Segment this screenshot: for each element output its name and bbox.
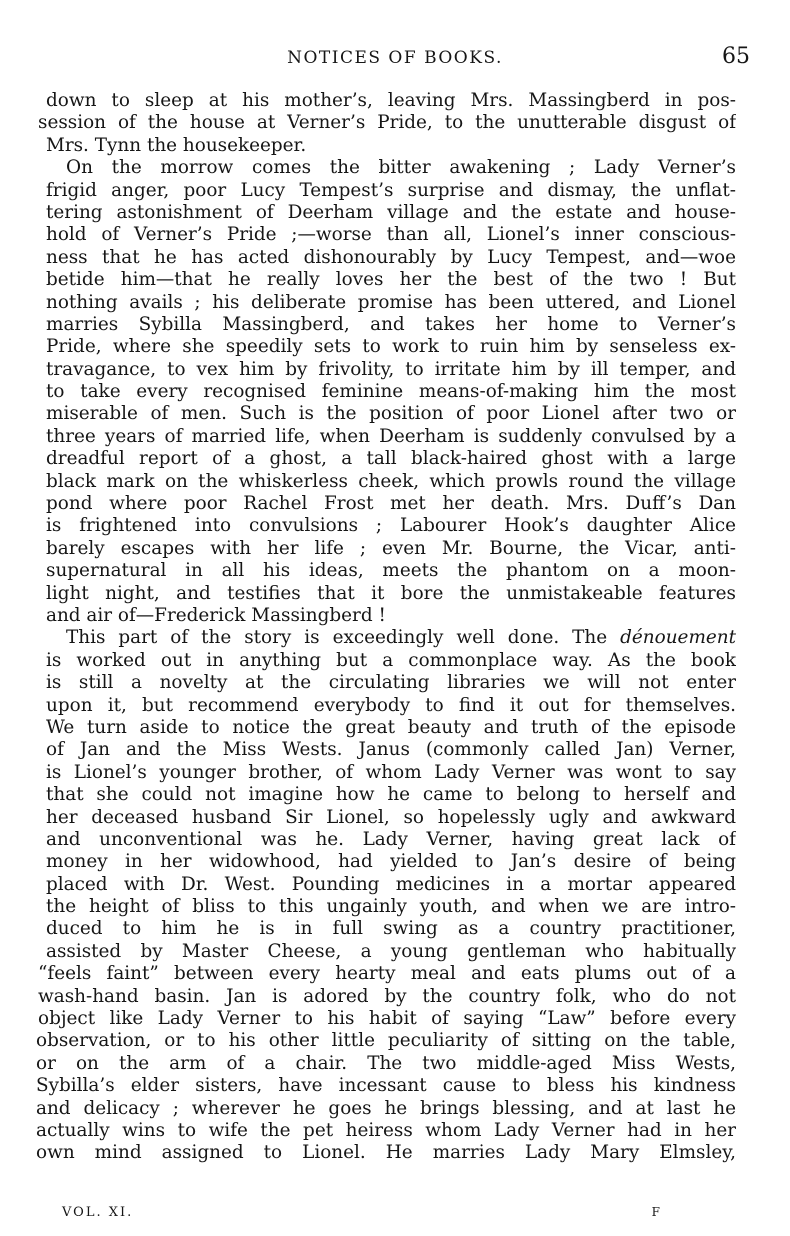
gathering-letter: F [651, 1205, 662, 1219]
running-title: NOTICES OF BOOKS. [287, 48, 503, 68]
text-line: and air of—Frederick Massingberd ! [46, 604, 386, 626]
text-line: actually wins to wife the pet heiress whom Lady Verner had in her [36, 1119, 736, 1141]
text-line: wash-hand basin. Jan is adored by the country folk, who do not [38, 985, 736, 1007]
text-line: her deceased husband Sir Lionel, so hopelessly ugly and awkward [46, 806, 736, 828]
text-line: assisted by Master Cheese, a young gentleman who habitually [46, 940, 736, 962]
text-line: money in her widowhood, had yielded to Jan’s desire of being [46, 851, 736, 873]
text-line: supernatural in all his ideas, meets the phantom on a moon- [46, 560, 736, 582]
text-line: the height of bliss to this ungainly youth, and when we are intro- [46, 896, 736, 918]
text-line: is frightened into convulsions ; Labourer Hook’s daughter Alice [46, 515, 736, 537]
text-line: own mind assigned to Lionel. He marries Lady Mary Elmsley, [36, 1142, 736, 1164]
text-line: We turn aside to notice the great beauty and truth of the episode [46, 716, 736, 738]
text-line: ness that he has acted dishonourably by Lucy Tempest, and—woe [46, 246, 736, 268]
text-line: or on the arm of a chair. The two middle-aged Miss Wests, [36, 1052, 736, 1074]
text-line: that she could not imagine how he came to belong to herself and [46, 784, 736, 806]
text-line: Mrs. Tynn the housekeeper. [46, 134, 307, 156]
text-line: black mark on the whiskerless cheek, which prowls round the village [46, 470, 736, 492]
text-line: Sybilla’s elder sisters, have incessant cause to bless his kindness [36, 1075, 736, 1097]
text-line: tering astonishment of Deerham village and the estate and house- [46, 201, 736, 223]
text-line: is still a novelty at the circulating libraries we will not enter [46, 672, 736, 694]
text-line: observation, or to his other little peculiarity of sitting on the table, [36, 1030, 736, 1052]
text-line: placed with Dr. West. Pounding medicines in a mortar appeared [46, 873, 736, 895]
text-line: object like Lady Verner to his habit of saying “Law” before every [38, 1008, 736, 1030]
text-line: upon it, but recommend everybody to find it out for themselves. [46, 694, 736, 716]
text-line: marries Sybilla Massingberd, and takes her home to Verner’s [46, 313, 736, 335]
line-text: This part of the story is exceedingly well done. The [66, 627, 608, 649]
text-line: pond where poor Rachel Frost met her death. Mrs. Duff’s Dan [46, 493, 736, 515]
text-line: “feels faint” between every hearty meal and eats plums out of a [38, 963, 736, 985]
text-line: light night, and testifies that it bore the unmistakeable features [46, 582, 736, 604]
text-line: barely escapes with her life ; even Mr. Bourne, the Vicar, anti- [46, 537, 736, 559]
text-line: miserable of men. Such is the position of poor Lionel after two or [46, 403, 736, 425]
text-line: and delicacy ; wherever he goes he brings blessing, and at last he [36, 1097, 736, 1119]
text-line: is Lionel’s younger brother, of whom Lady Verner was wont to say [46, 761, 736, 783]
text-line: to take every recognised feminine means-of-making him the most [46, 381, 736, 403]
text-line: travagance, to vex him by frivolity, to irritate him by ill temper, and [46, 358, 736, 380]
running-head [40, 44, 750, 74]
italic-term: dénouement [620, 627, 736, 649]
text-line: betide him—that he really loves her the best of the two ! But [46, 269, 736, 291]
text-line: session of the house at Verner’s Pride, to the unutterable disgust of [38, 112, 736, 134]
text-line: frigid anger, poor Lucy Tempest’s surprise and dismay, the unflat- [46, 179, 736, 201]
text-line: down to sleep at his mother’s, leaving Mrs. Massingberd in pos- [46, 90, 736, 111]
text-line: is worked out in anything but a commonplace way. As the book [46, 649, 736, 671]
text-line: of Jan and the Miss Wests. Janus (commonly called Jan) Verner, [46, 739, 736, 761]
printer-signature [62, 1205, 662, 1227]
text-line: hold of Verner’s Pride ;—worse than all, Lionel’s inner conscious- [46, 224, 736, 246]
text-line: duced to him he is in full swing as a country practitioner, [46, 918, 736, 940]
text-line: and unconventional was he. Lady Verner, having great lack of [46, 828, 736, 850]
text-line: three years of married life, when Deerham is suddenly convulsed by a [46, 425, 736, 447]
paragraph-start-line: On the morrow comes the bitter awakening ; Lady Verner’s [66, 157, 736, 179]
text-line: nothing avails ; his deliberate promise has been uttered, and Lionel [46, 291, 736, 313]
volume-signature: VOL. XI. [62, 1205, 134, 1220]
text-line: Pride, where she speedily sets to work to ruin him by senseless ex- [46, 336, 736, 358]
paragraph-start-line [46, 627, 736, 649]
text-line: dreadful report of a ghost, a tall black-haired ghost with a large [46, 448, 736, 470]
article-body [36, 90, 736, 1165]
page-number: 65 [722, 44, 750, 69]
